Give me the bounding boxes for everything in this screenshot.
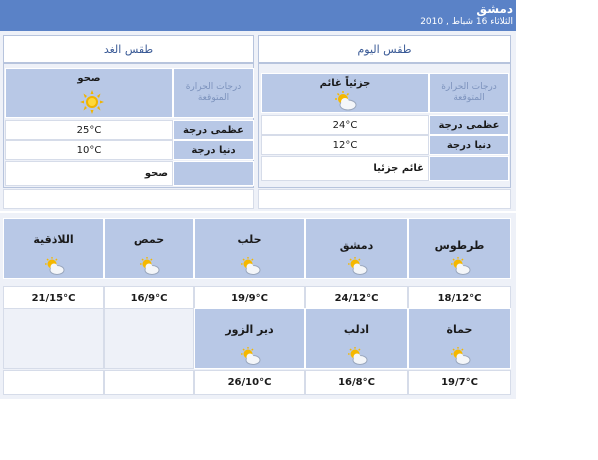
city-temp: 16/9°C bbox=[104, 286, 194, 311]
city-cell bbox=[104, 218, 194, 279]
city-cell bbox=[408, 308, 511, 369]
tomorrow-condition: صحو bbox=[77, 72, 101, 84]
tomorrow-summary: صحو bbox=[5, 161, 173, 186]
city-name: ادلب bbox=[343, 323, 370, 336]
city-temp: 19/7°C bbox=[408, 370, 511, 395]
partly-cloudy-icon bbox=[140, 257, 160, 275]
city-name: دمشق bbox=[339, 239, 374, 252]
today-min-value: 12°C bbox=[261, 135, 429, 155]
city-cell bbox=[3, 218, 104, 279]
city-temp: 16/8°C bbox=[305, 370, 408, 395]
today-min-label: دنيا درجة bbox=[429, 135, 509, 155]
empty-city-cell bbox=[104, 308, 194, 369]
tomorrow-footer bbox=[3, 189, 254, 209]
city-temp: 19/9°C bbox=[194, 286, 305, 311]
today-max-label: عظمى درجة bbox=[429, 115, 509, 135]
header-city: دمشق bbox=[476, 2, 513, 16]
today-summary-blank bbox=[429, 156, 509, 181]
page-header bbox=[0, 0, 516, 31]
city-cell bbox=[305, 218, 408, 279]
tomorrow-title: طقس الغد bbox=[3, 35, 254, 63]
city-name: حلب bbox=[237, 233, 262, 246]
empty-city-cell bbox=[3, 308, 104, 369]
weather-icon-wrap bbox=[140, 257, 160, 279]
city-name: دير الزور bbox=[225, 323, 274, 336]
partly-cloudy-icon bbox=[451, 347, 471, 365]
weather-icon-wrap bbox=[348, 257, 368, 279]
today-condition-cell bbox=[261, 73, 429, 113]
tomorrow-condition-cell bbox=[5, 68, 173, 118]
tomorrow-expected-label: درجات الحرارة المتوقعة bbox=[173, 68, 254, 118]
city-cell bbox=[305, 308, 408, 369]
partly-cloudy-icon bbox=[348, 257, 368, 275]
header-date: الثلاثاء 16 شباط , 2010 bbox=[420, 17, 513, 27]
today-title: طقس اليوم bbox=[258, 35, 511, 63]
city-temp: 24/12°C bbox=[305, 286, 408, 311]
empty-temp-cell bbox=[104, 370, 194, 395]
city-cell bbox=[194, 218, 305, 279]
partly-cloudy-icon bbox=[335, 91, 357, 111]
tomorrow-min-value: 10°C bbox=[5, 140, 173, 160]
tomorrow-summary-blank bbox=[173, 161, 254, 186]
weather-icon-wrap bbox=[241, 347, 261, 369]
partly-cloudy-icon bbox=[45, 257, 65, 275]
partly-cloudy-icon bbox=[348, 347, 368, 365]
city-name: حمص bbox=[133, 233, 165, 246]
today-footer bbox=[258, 189, 511, 209]
today-condition: جزئياً غائم bbox=[319, 77, 371, 89]
city-cell bbox=[408, 218, 511, 279]
city-temp: 26/10°C bbox=[194, 370, 305, 395]
weather-icon-wrap bbox=[451, 257, 471, 279]
today-summary: غائم جزئيا bbox=[261, 156, 429, 181]
sun-icon bbox=[79, 90, 105, 114]
partly-cloudy-icon bbox=[241, 347, 261, 365]
partly-cloudy-icon bbox=[241, 257, 261, 275]
city-temp: 18/12°C bbox=[408, 286, 511, 311]
city-name: اللاذقية bbox=[33, 233, 74, 246]
weather-icon-wrap bbox=[241, 257, 261, 279]
city-name: طرطوس bbox=[434, 239, 485, 252]
tomorrow-max-label: عظمى درجة bbox=[173, 120, 254, 140]
today-expected-label: درجات الحرارة المتوقعة bbox=[429, 73, 509, 113]
today-max-value: 24°C bbox=[261, 115, 429, 135]
empty-temp-cell bbox=[3, 370, 104, 395]
tomorrow-min-label: دنيا درجة bbox=[173, 140, 254, 160]
city-name: حماة bbox=[446, 323, 473, 336]
weather-icon-wrap bbox=[451, 347, 471, 369]
tomorrow-max-value: 25°C bbox=[5, 120, 173, 140]
partly-cloudy-icon bbox=[451, 257, 471, 275]
weather-icon-wrap bbox=[348, 347, 368, 369]
city-temp: 21/15°C bbox=[3, 286, 104, 311]
weather-icon-wrap bbox=[45, 257, 65, 279]
city-cell bbox=[194, 308, 305, 369]
